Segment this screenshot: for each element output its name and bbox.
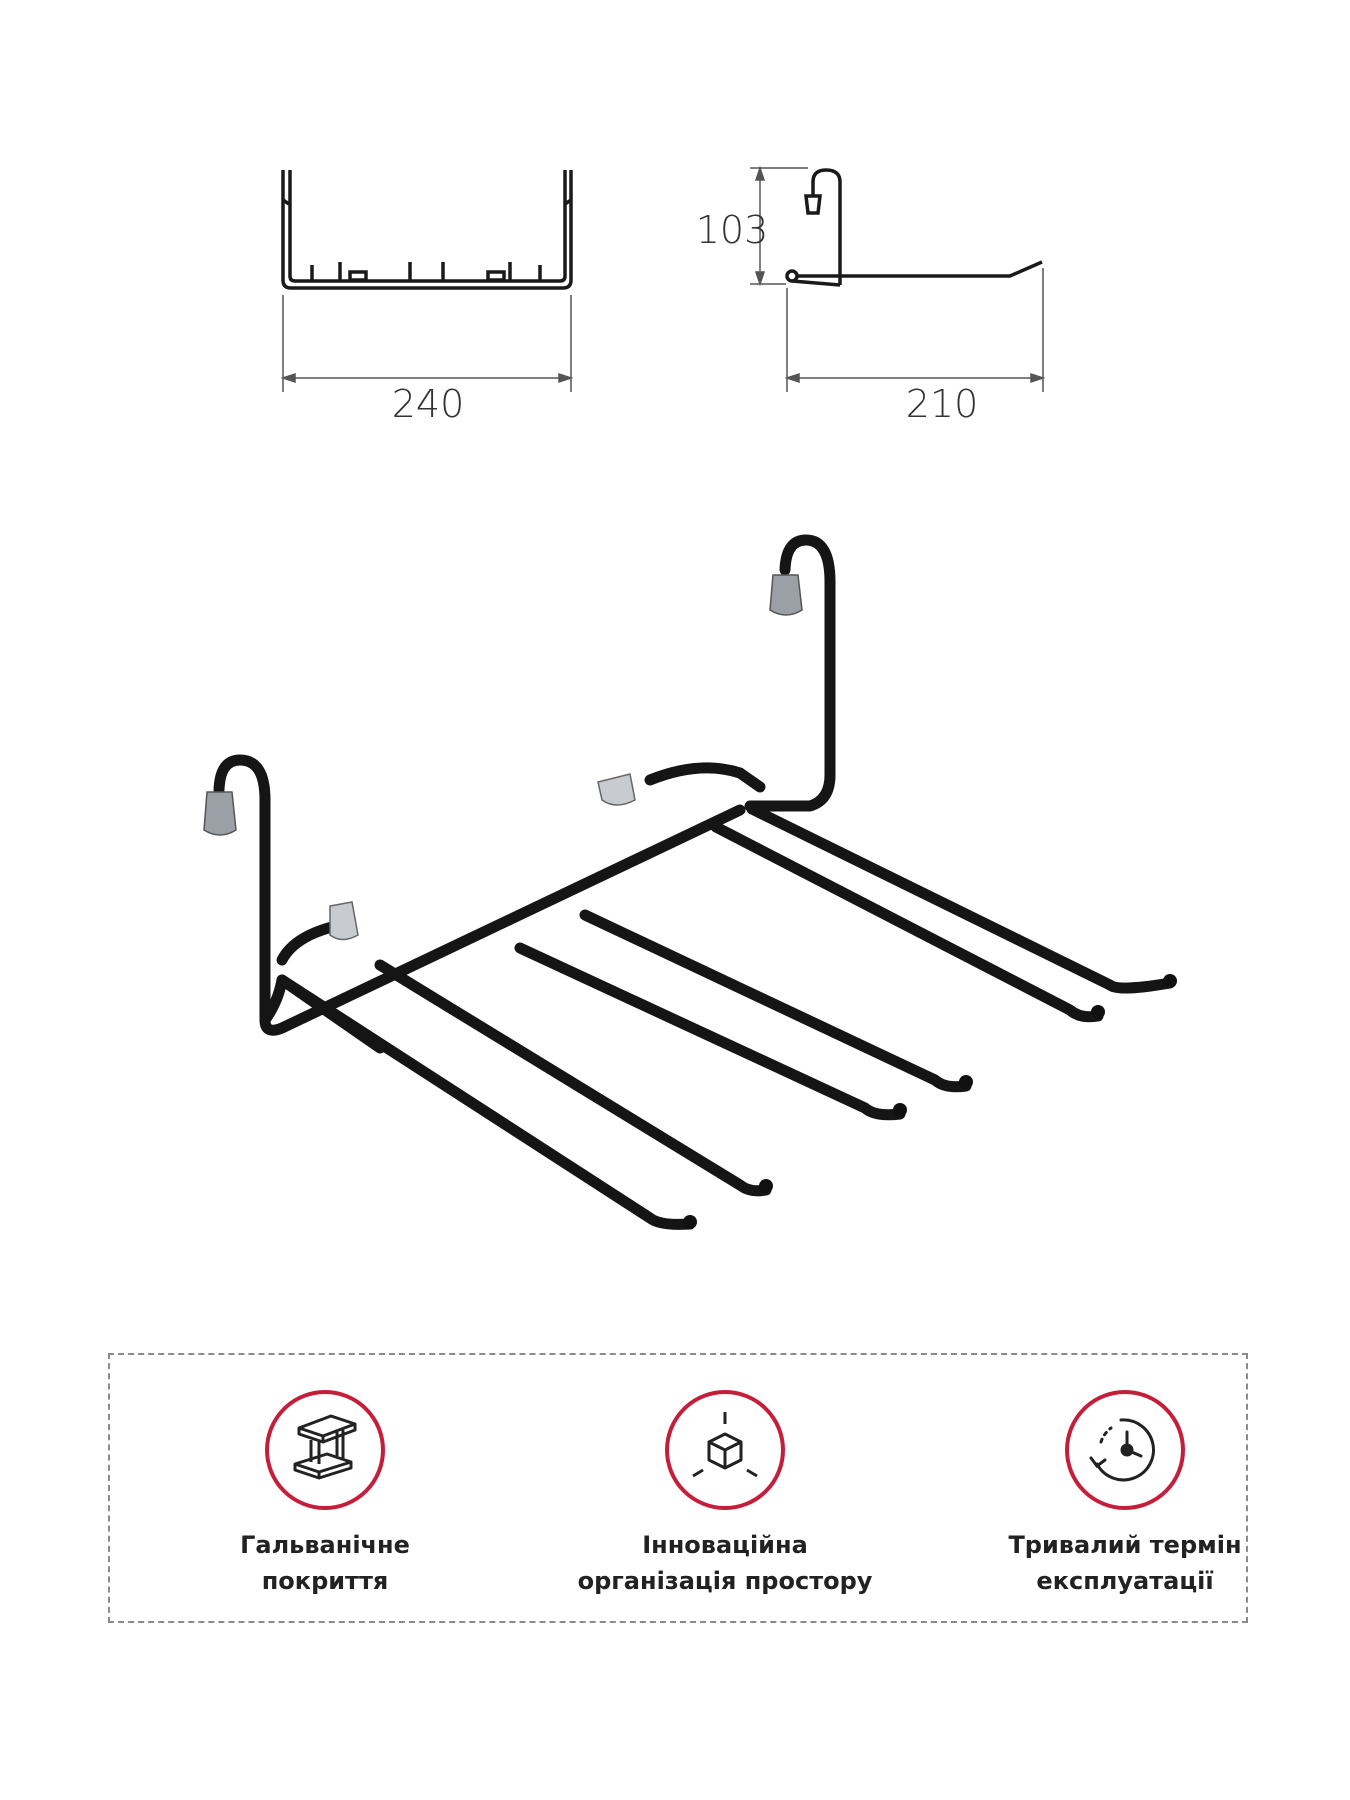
feature-caption: Гальванічне покриття [240,1531,410,1595]
feature-badge [265,1390,385,1510]
side-height-label: 103 [695,208,769,252]
feature-caption: Інноваційна організація простору [577,1531,873,1595]
feature-badge [665,1390,785,1510]
cube-space-icon [681,1406,769,1494]
feature-caption: Тривалий термін експлуатації [1008,1531,1242,1595]
metal-beam-icon [281,1406,369,1494]
front-view-drawing [283,170,571,288]
front-width-label: 240 [391,382,465,426]
product-caps [204,575,1177,1229]
side-view-drawing [787,170,1042,285]
side-width-label: 210 [905,382,979,426]
feature-badge [1065,1390,1185,1510]
clock-refresh-icon [1081,1406,1169,1494]
product-illustration [219,540,1170,1224]
front-width-dimension [283,295,571,392]
features-panel [108,1353,1248,1623]
